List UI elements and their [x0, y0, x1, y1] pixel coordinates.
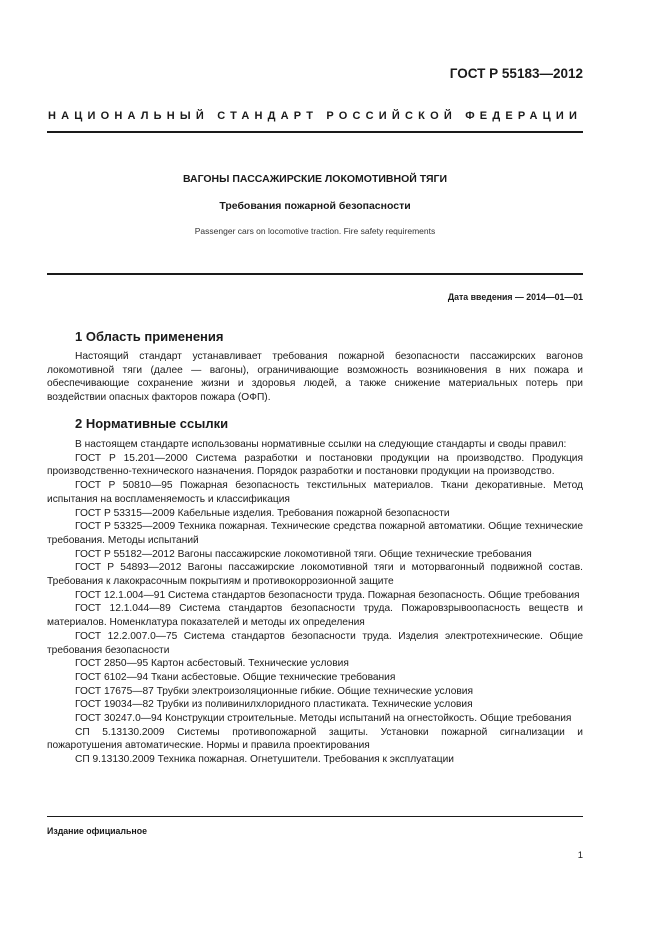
reference-item: ГОСТ Р 55182—2012 Вагоны пассажирские локомотивной тяги. Общие технические требования: [75, 548, 532, 560]
middle-rule: [47, 273, 583, 275]
document-title: ВАГОНЫ ПАССАЖИРСКИЕ ЛОКОМОТИВНОЙ ТЯГИ: [182, 173, 448, 185]
official-edition-label: Издание официальное: [47, 826, 147, 836]
section-1-text: Настоящий стандарт устанавливает требования пожарной безопасности пассажирских вагонов локомотивной тяги (далее — вагоны), ограничивающие возможность возникновения в них пожара и обеспечивающие сохранение жизни и здоровья людей, а также снижение материальных потерь при воздействии опасных факторов пожара (ОФП).: [47, 351, 583, 403]
references-intro: В настоящем стандарте использованы нормативные ссылки на следующие стандарты и своды правил:: [75, 439, 567, 450]
reference-item: ГОСТ Р 53315—2009 Кабельные изделия. Требования пожарной безопасности: [75, 507, 450, 519]
document-subtitle: Требования пожарной безопасности: [219, 200, 411, 212]
reference-item: ГОСТ Р 15.201—2000 Система разработки и постановки продукции на производство. Продукция производственно-технического назначения. Порядок разработки и постановки продукции на производство.: [47, 452, 583, 478]
bottom-rule: [47, 816, 583, 817]
document-number: ГОСТ Р 55183—2012: [449, 66, 583, 81]
references-list: [47, 438, 583, 767]
english-title: Passenger cars on locomotive traction. Fire safety requirements: [194, 226, 436, 236]
reference-item: ГОСТ Р 53325—2009 Техника пожарная. Технические средства пожарной автоматики. Общие технические требования. Методы испытаний: [47, 521, 583, 546]
reference-item: ГОСТ 12.2.007.0—75 Система стандартов безопасности труда. Изделия электротехнические. Общие требования безопасности: [47, 630, 583, 656]
section-2-heading: 2 Нормативные ссылки: [75, 416, 229, 431]
reference-item: ГОСТ 2850—95 Картон асбестовый. Технические условия: [75, 658, 349, 670]
page-number: 1: [577, 850, 583, 861]
reference-item: ГОСТ 12.1.004—91 Система стандартов безопасности труда. Пожарная безопасность. Общие требования: [75, 589, 580, 601]
reference-item: ГОСТ Р 50810—95 Пожарная безопасность текстильных материалов. Ткани декоративные. Метод испытания на воспламеняемость и классификация: [47, 480, 583, 505]
national-standard-banner: НАЦИОНАЛЬНЫЙ СТАНДАРТ РОССИЙСКОЙ ФЕДЕРАЦИИ: [47, 110, 583, 122]
introduction-date: Дата введения — 2014—01—01: [447, 292, 583, 302]
section-1-heading: 1 Область применения: [75, 329, 224, 344]
reference-item: СП 9.13130.2009 Техника пожарная. Огнетушители. Требования к эксплуатации: [75, 754, 454, 766]
reference-item: ГОСТ 6102—94 Ткани асбестовые. Общие технические требования: [75, 671, 396, 683]
reference-item: ГОСТ 19034—82 Трубки из поливинилхлоридного пластиката. Технические условия: [75, 699, 473, 711]
reference-item: ГОСТ Р 54893—2012 Вагоны пассажирские локомотивной тяги и моторвагонный подвижной состав. Требования к лакокрасочным покрытиям и противокоррозионной защите: [47, 562, 583, 588]
reference-item: ГОСТ 12.1.044—89 Система стандартов безопасности труда. Пожаровзрывоопасность веществ и материалов. Номенклатура показателей и методы их определения: [47, 603, 583, 629]
reference-item: СП 5.13130.2009 Системы противопожарной защиты. Установки пожарной сигнализации и пожаротушения автоматические. Нормы и правила проектирования: [47, 726, 583, 752]
reference-item: ГОСТ 30247.0—94 Конструкции строительные. Методы испытаний на огнестойкость. Общие требования: [75, 713, 572, 725]
top-rule: [47, 131, 583, 133]
reference-item: ГОСТ 17675—87 Трубки электроизоляционные гибкие. Общие технические условия: [75, 685, 473, 697]
